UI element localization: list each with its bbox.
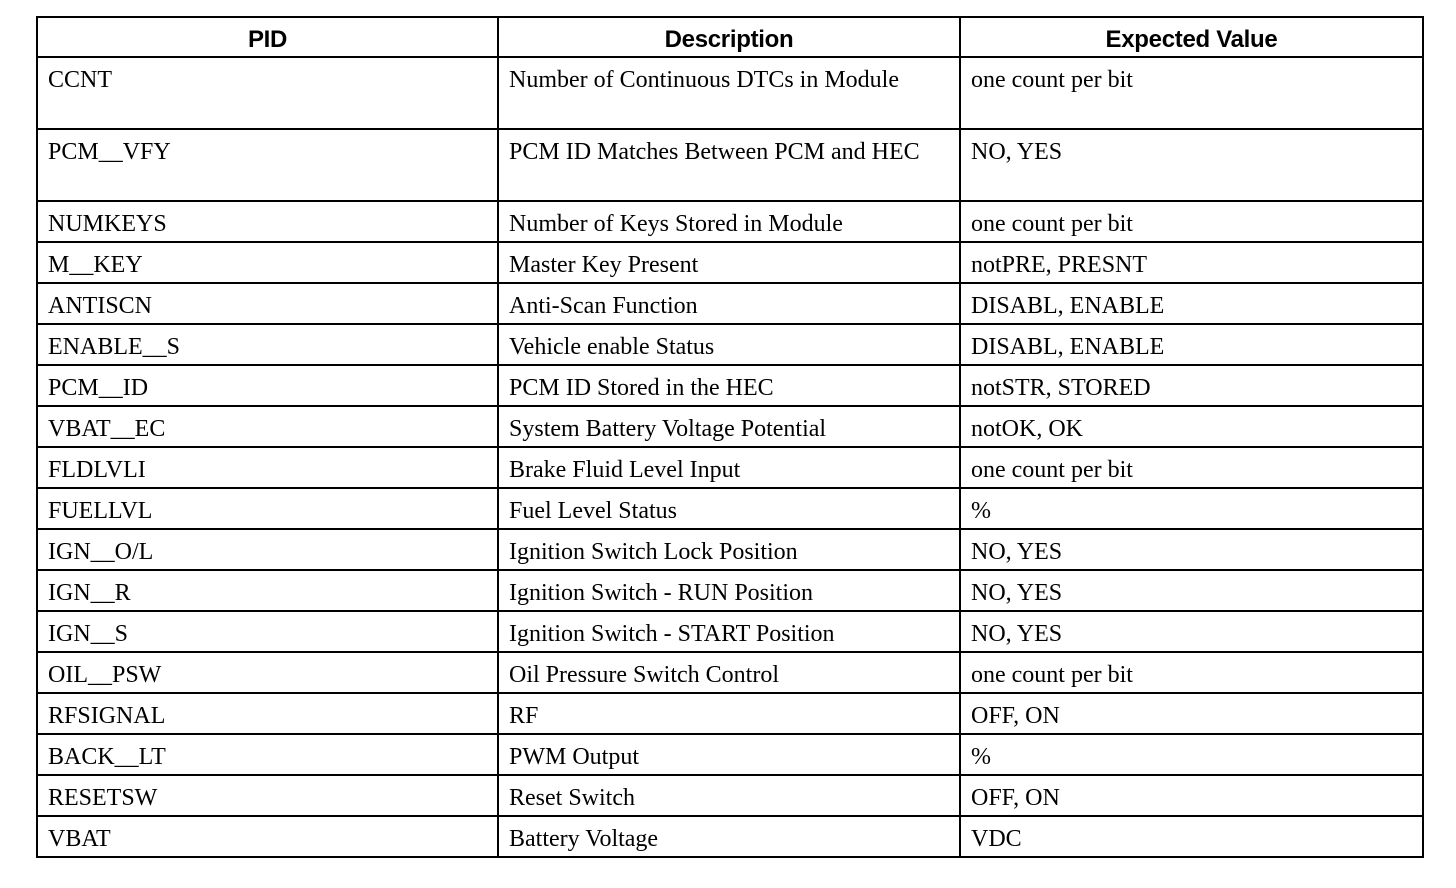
cell-expected-value: one count per bit xyxy=(960,201,1423,242)
cell-pid: NUMKEYS xyxy=(37,201,498,242)
table-row xyxy=(37,283,1423,324)
table-row xyxy=(37,365,1423,406)
cell-pid: CCNT xyxy=(37,57,498,129)
cell-expected-value: DISABL, ENABLE xyxy=(960,324,1423,365)
cell-description: Reset Switch xyxy=(498,775,960,816)
cell-pid: IGN__S xyxy=(37,611,498,652)
cell-expected-value: notOK, OK xyxy=(960,406,1423,447)
cell-description: Number of Keys Stored in Module xyxy=(498,201,960,242)
cell-pid: VBAT__EC xyxy=(37,406,498,447)
cell-expected-value: NO, YES xyxy=(960,611,1423,652)
cell-pid: RFSIGNAL xyxy=(37,693,498,734)
table-row xyxy=(37,57,1423,129)
cell-description: PWM Output xyxy=(498,734,960,775)
cell-pid: FLDLVLI xyxy=(37,447,498,488)
cell-description: Brake Fluid Level Input xyxy=(498,447,960,488)
cell-description: Ignition Switch - RUN Position xyxy=(498,570,960,611)
cell-pid: VBAT xyxy=(37,816,498,857)
table-row xyxy=(37,406,1423,447)
cell-expected-value: VDC xyxy=(960,816,1423,857)
table-header xyxy=(37,17,1423,57)
cell-description: Ignition Switch - START Position xyxy=(498,611,960,652)
cell-pid: IGN__O/L xyxy=(37,529,498,570)
table-row xyxy=(37,324,1423,365)
cell-pid: OIL__PSW xyxy=(37,652,498,693)
header-pid: PID xyxy=(37,17,498,57)
table-row xyxy=(37,129,1423,201)
table-row xyxy=(37,816,1423,857)
cell-pid: FUELLVL xyxy=(37,488,498,529)
table-row xyxy=(37,529,1423,570)
table-row xyxy=(37,734,1423,775)
cell-description: RF xyxy=(498,693,960,734)
cell-description: Battery Voltage xyxy=(498,816,960,857)
table-row xyxy=(37,447,1423,488)
header-description: Description xyxy=(498,17,960,57)
cell-description: Fuel Level Status xyxy=(498,488,960,529)
cell-pid: ANTISCN xyxy=(37,283,498,324)
cell-expected-value: NO, YES xyxy=(960,129,1423,201)
table-row xyxy=(37,242,1423,283)
cell-expected-value: OFF, ON xyxy=(960,693,1423,734)
cell-pid: BACK__LT xyxy=(37,734,498,775)
cell-expected-value: one count per bit xyxy=(960,652,1423,693)
header-row xyxy=(37,17,1423,57)
cell-pid: ENABLE__S xyxy=(37,324,498,365)
cell-description: PCM ID Matches Between PCM and HEC xyxy=(498,129,960,201)
cell-pid: IGN__R xyxy=(37,570,498,611)
cell-pid: M__KEY xyxy=(37,242,498,283)
cell-expected-value: % xyxy=(960,734,1423,775)
cell-expected-value: DISABL, ENABLE xyxy=(960,283,1423,324)
table-body xyxy=(37,57,1423,857)
table-row xyxy=(37,693,1423,734)
table-row xyxy=(37,775,1423,816)
cell-pid: PCM__ID xyxy=(37,365,498,406)
table-row xyxy=(37,611,1423,652)
cell-pid: PCM__VFY xyxy=(37,129,498,201)
cell-expected-value: notPRE, PRESNT xyxy=(960,242,1423,283)
table-row xyxy=(37,570,1423,611)
cell-expected-value: % xyxy=(960,488,1423,529)
cell-expected-value: NO, YES xyxy=(960,570,1423,611)
cell-description: System Battery Voltage Potential xyxy=(498,406,960,447)
cell-description: Vehicle enable Status xyxy=(498,324,960,365)
cell-expected-value: OFF, ON xyxy=(960,775,1423,816)
table-row xyxy=(37,652,1423,693)
pid-table xyxy=(36,16,1424,858)
cell-expected-value: NO, YES xyxy=(960,529,1423,570)
table-row xyxy=(37,201,1423,242)
header-expected-value: Expected Value xyxy=(960,17,1423,57)
cell-pid: RESETSW xyxy=(37,775,498,816)
cell-description: Anti-Scan Function xyxy=(498,283,960,324)
cell-description: PCM ID Stored in the HEC xyxy=(498,365,960,406)
cell-description: Number of Continuous DTCs in Module xyxy=(498,57,960,129)
cell-description: Oil Pressure Switch Control xyxy=(498,652,960,693)
cell-expected-value: one count per bit xyxy=(960,447,1423,488)
table-row xyxy=(37,488,1423,529)
cell-expected-value: notSTR, STORED xyxy=(960,365,1423,406)
cell-description: Master Key Present xyxy=(498,242,960,283)
cell-description: Ignition Switch Lock Position xyxy=(498,529,960,570)
cell-expected-value: one count per bit xyxy=(960,57,1423,129)
